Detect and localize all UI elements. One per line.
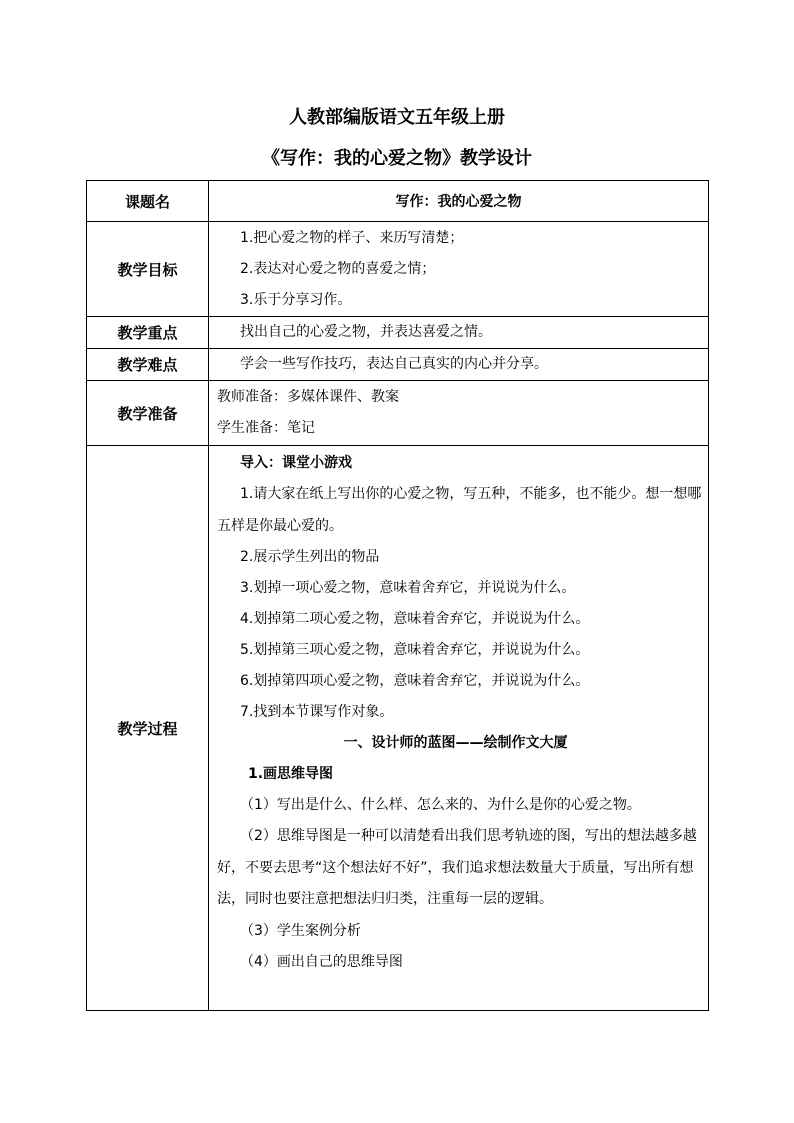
preparation-item: 学生准备：笔记 — [217, 420, 315, 436]
document-title: 人教部编版语文五年级上册 — [289, 107, 505, 128]
intro-item: 5.划掉第三项心爱之物，意味着舍弃它，并说说为什么。 — [240, 642, 590, 658]
key-points-value — [209, 317, 709, 349]
intro-item: 1.请大家在纸上写出你的心爱之物，写五种，不能多，也不能少。想一想哪五样是你最心爱的。 — [217, 486, 702, 534]
goals-label: 教学目标 — [87, 222, 209, 317]
document-subtitle: 《写作：我的心爱之物》教学设计 — [262, 148, 532, 169]
sub-item: （4）画出自己的思维导图 — [240, 953, 403, 970]
sub-item: （1）写出是什么、什么样、怎么来的、为什么是你的心爱之物。 — [240, 797, 641, 813]
section-heading: 一、设计师的蓝图——绘制作文大厦 — [343, 735, 568, 751]
table-row-topic — [87, 181, 709, 222]
intro-item: 2.展示学生列出的物品 — [240, 549, 380, 565]
preparation-content — [209, 381, 709, 446]
preparation-label: 教学准备 — [87, 381, 209, 446]
intro-item: 4.划掉第二项心爱之物，意味着舍弃它，并说说为什么。 — [240, 611, 590, 627]
table-row-process — [87, 446, 709, 1011]
difficulties-value — [209, 349, 709, 381]
intro-item: 6.划掉第四项心爱之物，意味着舍弃它，并说说为什么。 — [240, 673, 590, 689]
lesson-plan-table — [86, 180, 709, 1011]
preparation-item: 教师准备：多媒体课件、教案 — [217, 389, 399, 405]
intro-item: 3.划掉一项心爱之物，意味着舍弃它，并说说为什么。 — [240, 580, 576, 596]
sub-heading: 1.画思维导图 — [248, 766, 334, 782]
intro-item: 7.找到本节课写作对象。 — [240, 704, 394, 720]
topic-value: 写作：我的心爱之物 — [209, 181, 709, 222]
goals-content — [209, 222, 709, 317]
intro-heading: 导入：课堂小游戏 — [240, 455, 352, 471]
goal-item: 1.把心爱之物的样子、来历写清楚； — [240, 229, 464, 246]
table-row-preparation — [87, 381, 709, 446]
sub-item: （3）学生案例分析 — [240, 922, 361, 939]
key-points-text: 找出自己的心爱之物，并表达喜爱之情。 — [240, 324, 492, 340]
topic-label: 课题名 — [87, 181, 209, 222]
sub-item: （2）思维导图是一种可以清楚看出我们思考轨迹的图，写出的想法越多越好，不要去思考“这个想法好不好”，我们追求想法数量大于质量，写出所有想法，同时也要注意把想法归归类，注重每一层的逻辑。 — [217, 828, 697, 907]
process-content — [209, 446, 709, 1011]
key-points-label: 教学重点 — [87, 317, 209, 349]
difficulties-label: 教学难点 — [87, 349, 209, 381]
table-row-difficulties — [87, 349, 709, 381]
table-row-key-points — [87, 317, 709, 349]
difficulties-text: 学会一些写作技巧，表达自己真实的内心并分享。 — [240, 356, 548, 372]
process-label: 教学过程 — [87, 446, 209, 1011]
table-row-goals — [87, 222, 709, 317]
goal-item: 3.乐于分享习作。 — [240, 291, 352, 308]
goal-item: 2.表达对心爱之物的喜爱之情； — [240, 260, 436, 277]
